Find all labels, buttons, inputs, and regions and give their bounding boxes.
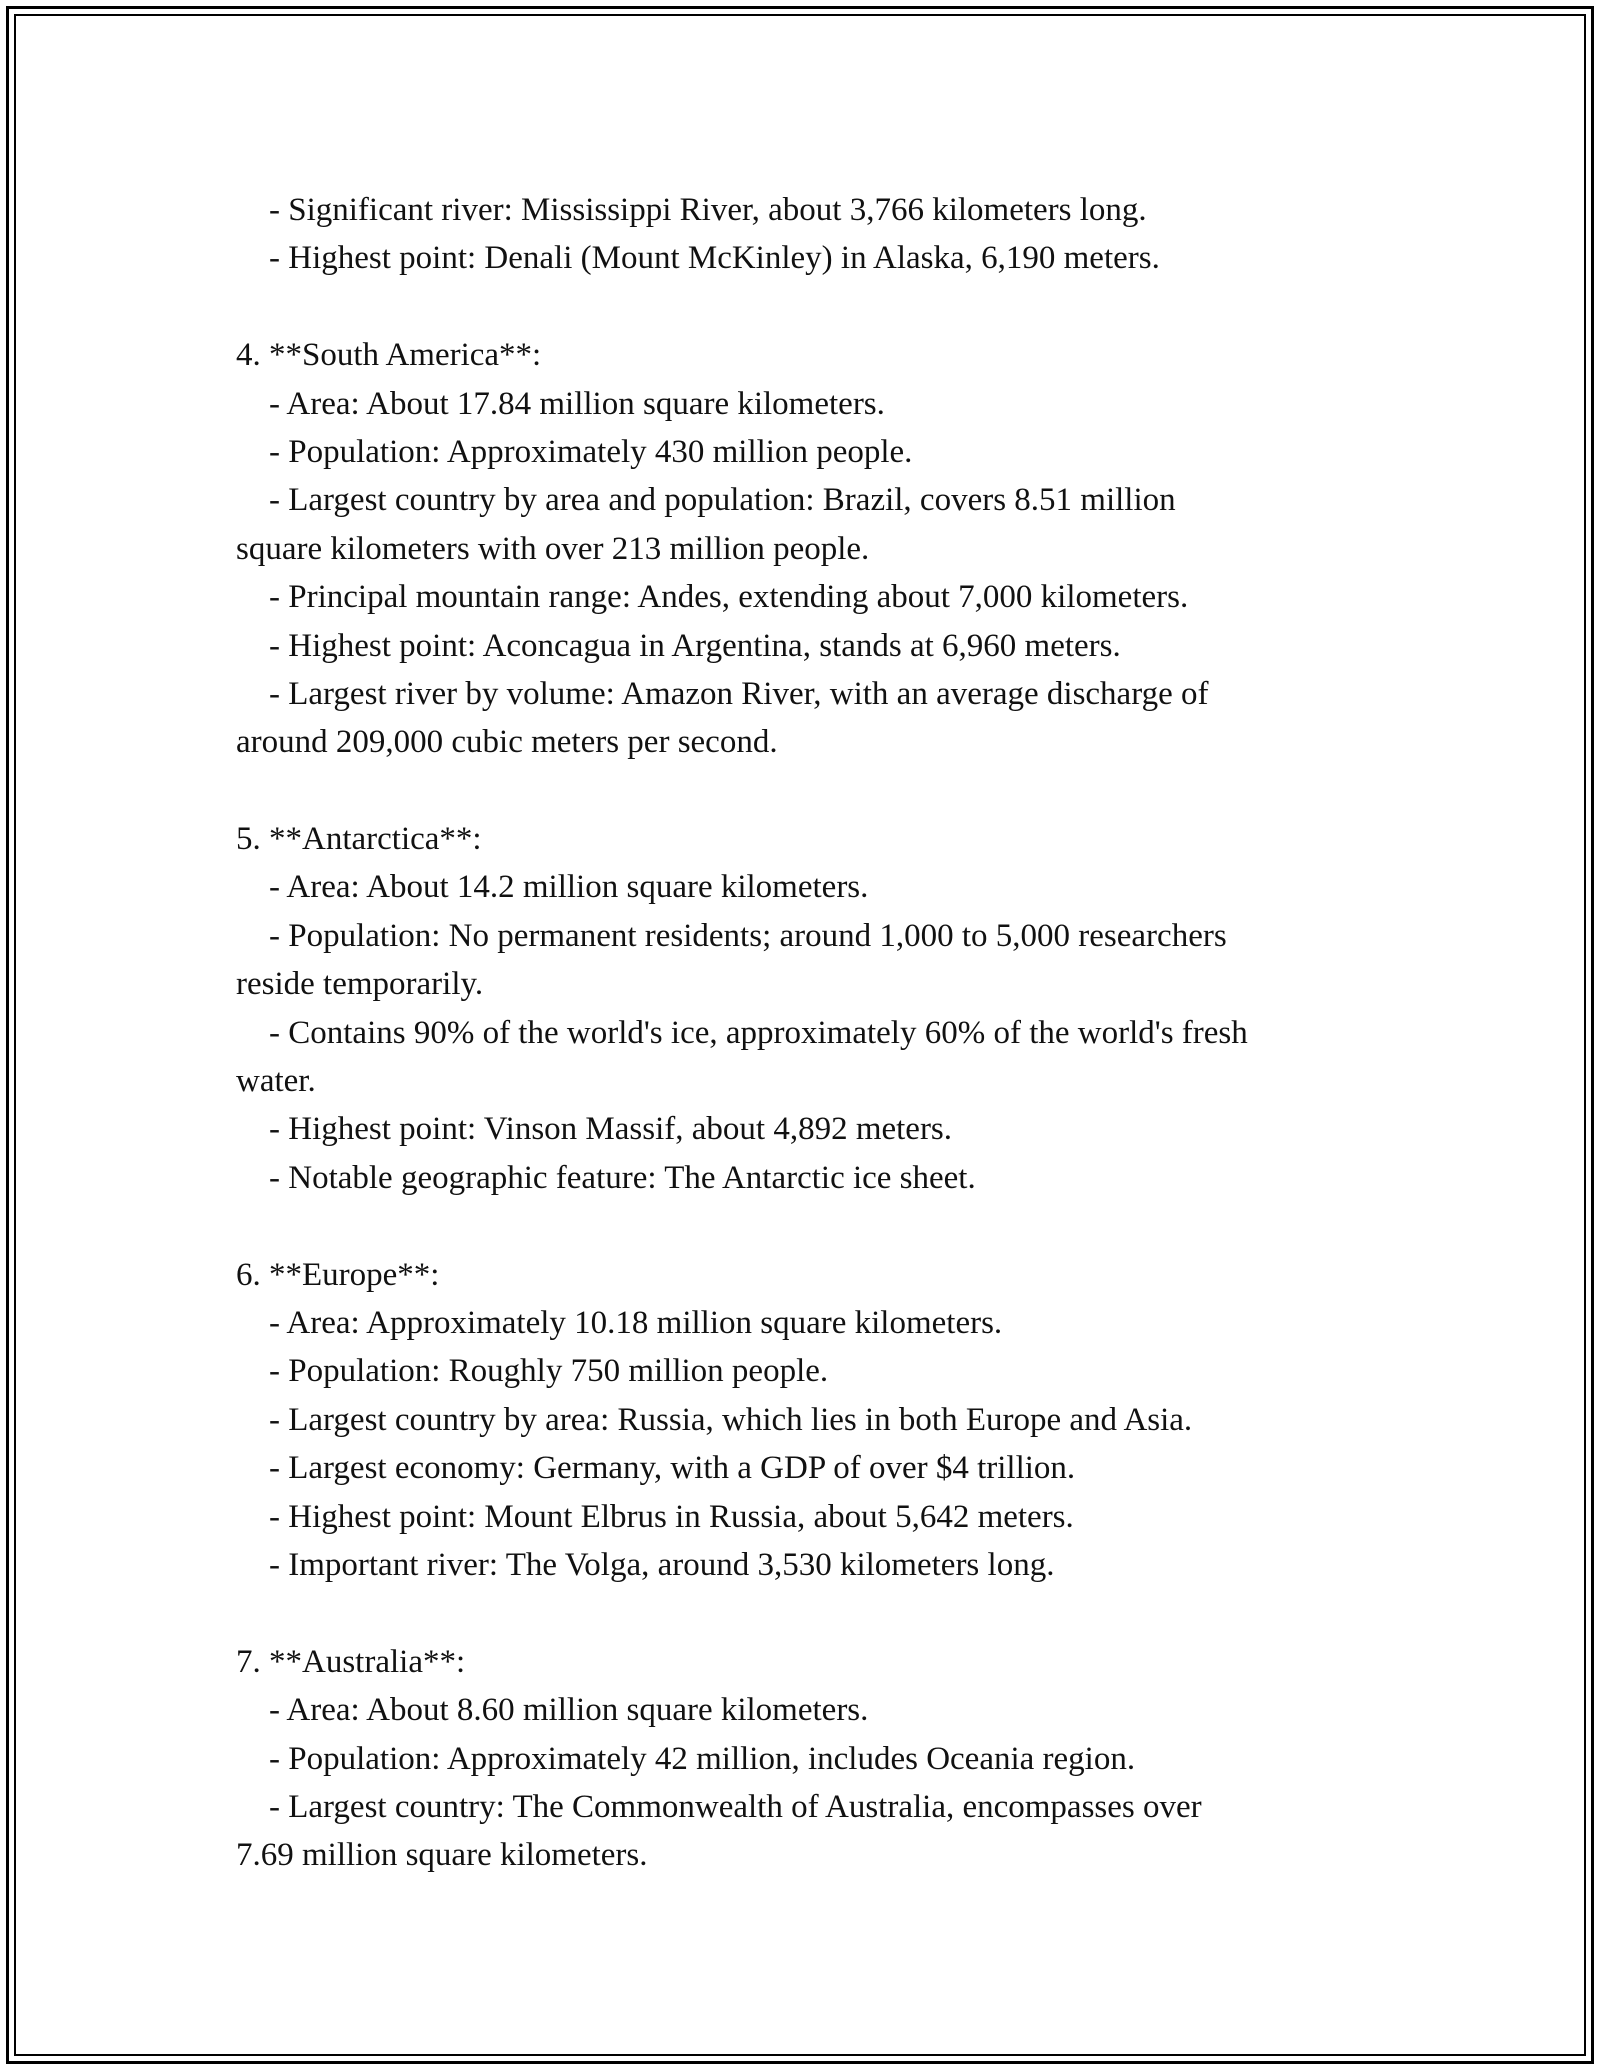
text-line: - Population: Approximately 430 million people. — [236, 433, 913, 470]
text-line: - Important river: The Volga, around 3,530 kilometers long. — [236, 1546, 1055, 1583]
blank-line — [236, 283, 1436, 331]
document-body — [236, 186, 1436, 1880]
section-heading: 7. **Australia**: — [236, 1643, 466, 1680]
text-line: water. — [236, 1063, 316, 1100]
text-line: - Area: About 8.60 million square kilometers. — [236, 1692, 869, 1729]
text-line: - Highest point: Denali (Mount McKinley) in Alaska, 6,190 meters. — [236, 240, 1160, 277]
blank-line — [236, 767, 1436, 815]
text-line: 7.69 million square kilometers. — [236, 1837, 648, 1874]
text-line: - Largest river by volume: Amazon River, with an average discharge of — [236, 675, 1209, 712]
text-line: - Area: About 14.2 million square kilometers. — [236, 869, 869, 906]
text-line: around 209,000 cubic meters per second. — [236, 724, 778, 761]
text-line: - Notable geographic feature: The Antarctic ice sheet. — [236, 1159, 976, 1196]
text-line: square kilometers with over 213 million people. — [236, 530, 870, 567]
text-line: - Area: About 17.84 million square kilometers. — [236, 385, 885, 422]
text-line: - Contains 90% of the world's ice, approximately 60% of the world's fresh — [236, 1014, 1248, 1051]
text-line: - Largest country: The Commonwealth of Australia, encompasses over — [236, 1788, 1202, 1825]
text-line: - Population: No permanent residents; around 1,000 to 5,000 researchers — [236, 917, 1227, 954]
text-line: - Largest country by area and population: Brazil, covers 8.51 million — [236, 482, 1176, 519]
section-heading: 5. **Antarctica**: — [236, 821, 482, 858]
text-line: - Largest country by area: Russia, which lies in both Europe and Asia. — [236, 1401, 1193, 1438]
section-heading: 6. **Europe**: — [236, 1256, 440, 1293]
text-line: - Highest point: Vinson Massif, about 4,892 meters. — [236, 1111, 953, 1148]
text-line: - Significant river: Mississippi River, about 3,766 kilometers long. — [236, 192, 1147, 228]
text-line: - Population: Roughly 750 million people. — [236, 1353, 829, 1390]
blank-line — [236, 1589, 1436, 1637]
section-heading: 4. **South America**: — [236, 337, 542, 374]
text-line: - Highest point: Aconcagua in Argentina, stands at 6,960 meters. — [236, 627, 1121, 664]
text-line: - Largest economy: Germany, with a GDP of over $4 trillion. — [236, 1450, 1076, 1487]
blank-line — [236, 1202, 1436, 1250]
text-line: reside temporarily. — [236, 966, 484, 1003]
text-line: - Principal mountain range: Andes, extending about 7,000 kilometers. — [236, 579, 1189, 616]
text-line: - Population: Approximately 42 million, includes Oceania region. — [236, 1740, 1136, 1777]
text-line: - Area: Approximately 10.18 million square kilometers. — [236, 1304, 1003, 1341]
text-line: - Highest point: Mount Elbrus in Russia, about 5,642 meters. — [236, 1498, 1074, 1535]
